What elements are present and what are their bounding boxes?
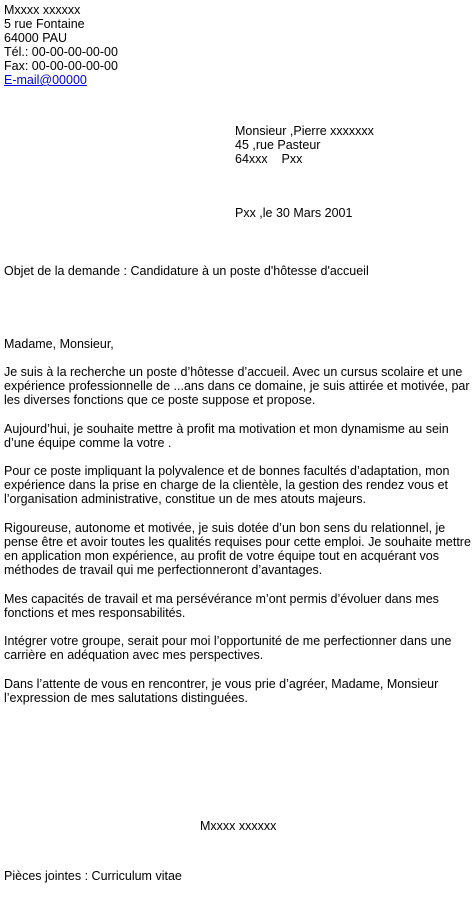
paragraph-line: les diverses fonctions que ce poste suppose et propose. bbox=[4, 393, 316, 407]
paragraph-line: en application mon expérience, au profit de votre équipe tout en acquérant vos bbox=[4, 549, 440, 563]
paragraph-line: d’une équipe comme la votre . bbox=[4, 436, 172, 450]
paragraph-line: fonctions et mes responsabilités. bbox=[4, 606, 186, 620]
paragraph-line: méthodes de travail qui me perfectionneront d’avantages. bbox=[4, 563, 323, 577]
letter-date: Pxx ,le 30 Mars 2001 bbox=[235, 206, 353, 220]
paragraph-line: Je suis à la recherche un poste d’hôtesse d’accueil. Avec un cursus scolaire et une bbox=[4, 365, 463, 379]
sender-email-link[interactable]: E-mail@00000 bbox=[4, 73, 87, 87]
body-paragraph-3 bbox=[4, 464, 470, 506]
paragraph-line: carrière en adéquation avec mes perspectives. bbox=[4, 648, 264, 662]
sender-name: Mxxxx xxxxxx bbox=[4, 3, 81, 17]
paragraph-line: l’organisation administrative, constitue un de mes atouts majeurs. bbox=[4, 492, 366, 506]
sender-phone: Tél.: 00-00-00-00-00 bbox=[4, 45, 118, 59]
recipient-name: Monsieur ,Pierre xxxxxxx bbox=[235, 124, 374, 138]
paragraph-line: Aujourd’hui, je souhaite mettre à profit ma motivation et mon dynamisme au sein bbox=[4, 422, 449, 436]
sender-street: 5 rue Fontaine bbox=[4, 17, 85, 31]
paragraph-line: pense être et avoir toutes les qualités requises pour cette emploi. Je souhaite mettre bbox=[4, 535, 471, 549]
recipient-street: 45 ,rue Pasteur bbox=[235, 138, 321, 152]
body-paragraph-6 bbox=[4, 634, 470, 662]
body-paragraph-7 bbox=[4, 677, 470, 705]
paragraph-line: Intégrer votre groupe, serait pour moi l’opportunité de me perfectionner dans une bbox=[4, 634, 452, 648]
attachments-line: Pièces jointes : Curriculum vitae bbox=[4, 869, 182, 883]
paragraph-line: expérience dans la prise en charge de la clientèle, la gestion des rendez vous et bbox=[4, 478, 449, 492]
letter-subject: Objet de la demande : Candidature à un poste d'hôtesse d'accueil bbox=[4, 264, 369, 278]
body-paragraph-2 bbox=[4, 422, 470, 450]
paragraph-line: l’expression de mes salutations distinguées. bbox=[4, 691, 248, 705]
paragraph-line: Rigoureuse, autonome et motivée, je suis dotée d’un bon sens du relationnel, je bbox=[4, 521, 446, 535]
sender-city: 64000 PAU bbox=[4, 31, 68, 45]
body-paragraph-1 bbox=[4, 365, 470, 407]
recipient-city: 64xxx Pxx bbox=[235, 152, 303, 166]
sender-fax: Fax: 00-00-00-00-00 bbox=[4, 59, 118, 73]
paragraph-line: Dans l’attente de vous en rencontrer, je vous prie d’agréer, Madame, Monsieur bbox=[4, 677, 439, 691]
paragraph-line: expérience professionnelle de ...ans dans ce domaine, je suis attirée et motivée, par bbox=[4, 379, 470, 393]
letter-salutation: Madame, Monsieur, bbox=[4, 337, 114, 351]
paragraph-line: Mes capacités de travail et ma persévérance m’ont permis d’évoluer dans mes bbox=[4, 592, 439, 606]
body-paragraph-5 bbox=[4, 592, 470, 620]
body-paragraph-4 bbox=[4, 521, 470, 577]
paragraph-line: Pour ce poste impliquant la polyvalence et de bonnes facultés d’adaptation, mon bbox=[4, 464, 450, 478]
signature-name: Mxxxx xxxxxx bbox=[200, 819, 277, 833]
